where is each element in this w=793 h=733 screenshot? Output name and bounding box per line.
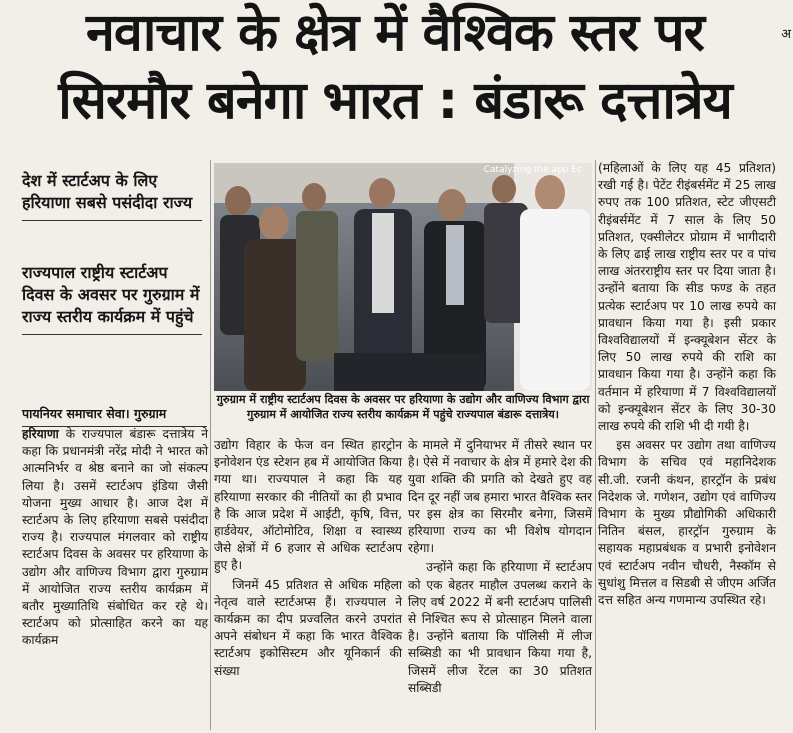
column-a-text: के राज्यपाल बंडारू दत्तात्रेय ने कहा कि प्रधानमंत्री नरेंद्र मोदी ने भारत को आत्मनिर्भर व श्रेष्ठ बनाने का जो संकल्प लिया है। उसमें स्टार्टअप इंडिया जैसी योजना मुख्य आधार है। आज देश में स्टार्टअप के लिए हरियाणा सबसे पसंदीदा राज्य है। राज्यपाल मंगलवार को राष्ट्रीय स्टार्टअप दिवस के अवसर पर हरियाणा के उद्योग और वाणिज्य विभाग द्वारा गुरुग्राम में आयोजित राज्य स्तरीय कार्यक्रम में बतौर मुख्यातिथि संबोधित कर रहे थे। स्टार्टअप को प्रोत्साहित करने का यह कार्यक्रम [22,427,208,648]
lead-word: हरियाणा [22,427,59,441]
byline: पायनियर समाचार सेवा। गुरुग्राम [22,405,207,427]
adjacent-article-glyph: अ [781,27,791,42]
column-b [214,437,402,682]
subheading-two: राज्यपाल राष्ट्रीय स्टार्टअप दिवस के अवसर पर गुरुग्राम में राज्य स्तरीय कार्यक्रम में पहुंचे [22,262,202,335]
photo-watermark: Catalyzing the app Ec [483,165,582,175]
photo-caption: गुरुग्राम में राष्ट्रीय स्टार्टअप दिवस के अवसर पर हरियाणा के उद्योग और वाणिज्य विभाग द्वारा गुरुग्राम में आयोजित राज्य स्तरीय कार्यक्रम में पहुंचे राज्यपाल बंडारू दत्तात्रेय। [216,393,590,421]
column-b-paragraph-1: उद्योग विहार के फेज वन स्थित हारट्रोन इनोवेशन एंड स्टेशन हब में आयोजित किया गया था। राज्यपाल ने कहा कि यह हरियाणा सरकार की नीतियों का ही प्रभाव है कि आज प्रदेश में आईटी, कृषि, वित्त, हार्डवेयर, ऑटोमोटिव, शिक्षा व स्वास्थ्य जैसे क्षेत्रों में 6 हजार से अधिक स्टार्टअप हुए है। [214,438,402,573]
column-c-paragraph-2: उन्होंने कहा कि हरियाणा में स्टार्टअप को एक बेहतर माहौल उपलब्ध कराने के लिए वर्ष 2022 में बनी स्टार्टअप पालिसी से निश्चित रूप से प्रोत्साहन मिलने वाला है। उन्होंने बताया कि पॉलिसी में लीज सब्सिडी का भी प्रावधान किया गया है, जिसमें लीज रेंटल का 30 प्रतिशत सब्सिडी [408,560,592,695]
column-d [598,160,776,611]
column-b-paragraph-2: जिनमें 45 प्रतिशत से अधिक महिला नेतृत्व वाले स्टार्टअप्स हैं। राज्यपाल ने कार्यक्रम का दीप प्रज्वलित करने उपरांत अपने संबोधन में कहा कि भारत वैश्विक स्टार्टअप इकोसिस्टम और यूनिकार्न की संख्या [214,577,402,678]
headline-line-2: सिरमौर बनेगा भारत : बंडारू दत्तात्रेय [58,71,732,131]
column-d-paragraph-1: (महिलाओं के लिए यह 45 प्रतिशत) रखी गई है। पेटेंट रीइंबर्समेंट में 25 लाख रुपए तक 100 प्रतिशत, स्टेट जीएसटी रीइंबर्समेंट में 7 साल के लिए 50 प्रतिशत, एक्सीलेटर प्रोग्राम में भागीदारी के लिए ढाई लाख राष्ट्रीय स्तर पर व पांच लाख अंतरराष्ट्रीय स्तर पर दिया जाता है। उन्होंने बताया कि सीड फण्ड के तहत प्रत्येक स्टार्टअप पर 10 लाख रुपये का प्रावधान किया गया है। इसी प्रकार विश्वविद्यालयों में इन्क्यूबेशन सेंटर के लिए 50 लाख रुपये की राशि का प्रावधान किया गया है। उन्होंने कहा कि वर्तमान में हरियाणा में 7 विश्वविद्यालयों को इन्क्यूबेशन सेंटर के लिए 30-30 लाख रुपये की राशि भी दी गयी है। [598,161,776,434]
column-divider [210,160,211,730]
subheading-one: देश में स्टार्टअप के लिए हरियाणा सबसे पसंदीदा राज्य [22,170,202,221]
column-c [408,437,592,699]
news-photo [214,163,592,391]
column-a [22,426,208,652]
column-c-paragraph-1: के मामले में दुनियाभर में तीसरे स्थान पर है। ऐसे में नवाचार के क्षेत्र में हमारे देश की युवा शक्ति की प्रगति को देखते हुए वह दिन दूर नहीं जब हमारा भारत वैश्विक स्तर पर इस क्षेत्र का सिरमौर बनेगा, जिसमें हरियाणा राज्य का भी विशेष योगदान रहेगा। [408,438,592,556]
column-divider [595,160,596,730]
news-photo-image [214,163,592,391]
headline-line-1: नवाचार के क्षेत्र में वैश्विक स्तर पर [86,3,704,63]
column-d-paragraph-2: इस अवसर पर उद्योग तथा वाणिज्य विभाग के सचिव एवं महानिदेशक सी.जी. रजनी कंथन, हारट्रॉन के प्रबंध निदेशक जे. गणेशन, उद्योग एवं वाणिज्य विभाग के मुख्य प्रौद्योगिकी अधिकारी नितिन बंसल, हारट्रॉन गुरुग्राम के सहायक महाप्रबंधक व प्रभारी इनोवेशन एवं स्टार्टअप नवीन चौधरी, नैस्कॉम से सुधांशु मित्तल व सिडबी से जीएम अर्जित दत्त सहित अन्य गणमान्य उपस्थित रहे। [598,438,776,608]
headline [10,0,780,136]
column-a-paragraph [22,426,208,650]
